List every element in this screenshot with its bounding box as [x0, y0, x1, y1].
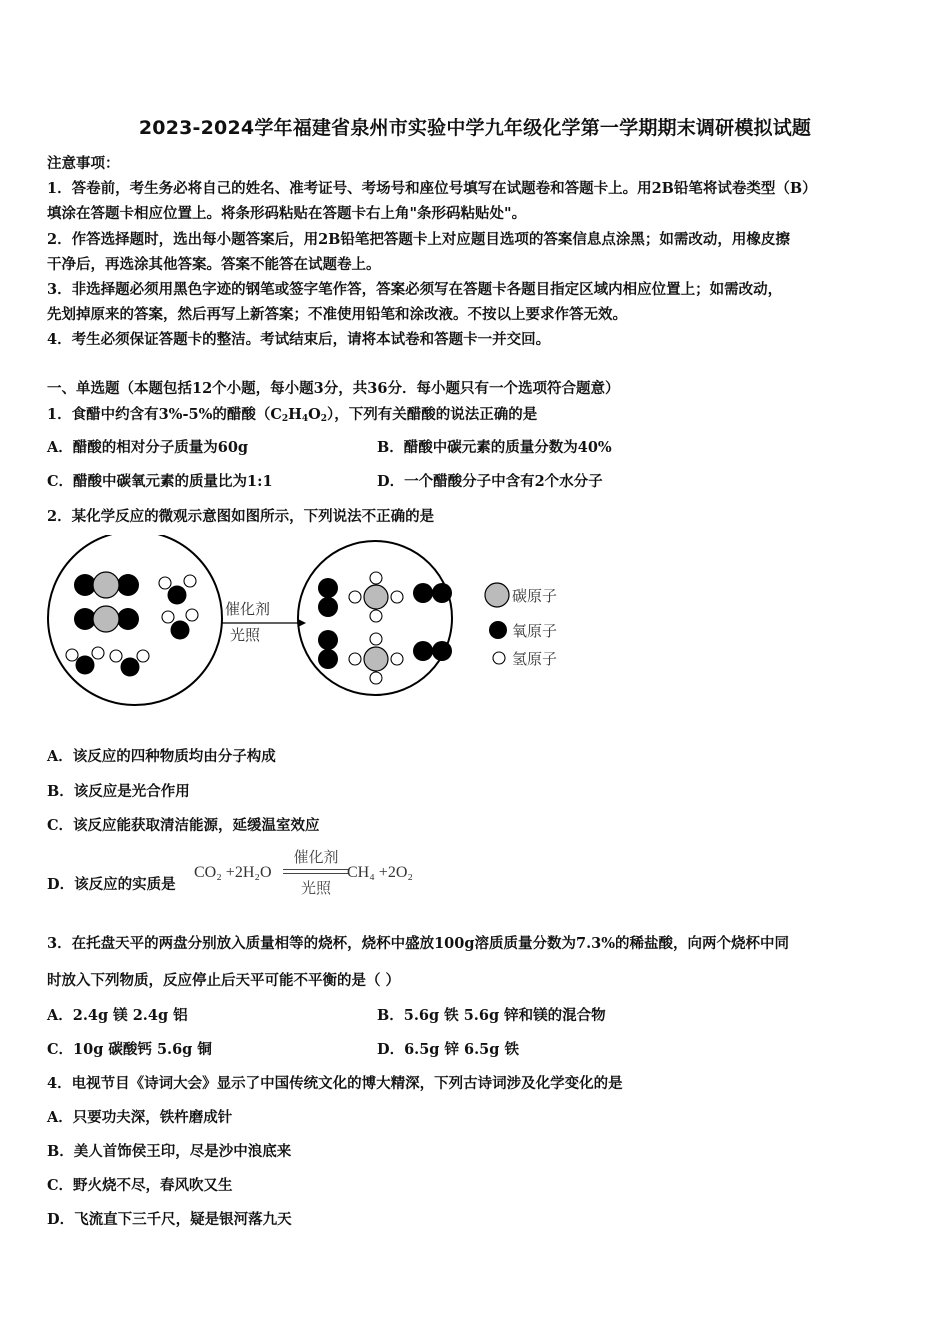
notice-line-3: 2．作答选择题时，选出每小题答案后，用2B铅笔把答题卡上对应题目选项的答案信息点涂黑；如需改动，用橡皮擦: [47, 231, 790, 248]
notice-line-7: 4．考生必须保证答题卡的整洁。考试结束后，请将本试卷和答题卡一并交回。: [47, 331, 551, 348]
h2o-molecule: [159, 575, 196, 605]
ch4-molecule: [349, 572, 403, 622]
q3-stem-line-1: 3．在托盘天平的两盘分别放入质量相等的烧杯，烧杯中盛放100g溶质质量分数为7.3%的稀盐酸，向两个烧杯中同: [47, 935, 789, 952]
h2o-molecule: [162, 609, 198, 640]
equation-condition-bottom: 光照: [300, 879, 331, 897]
q3-option-a: A．2.4g 镁 2.4g 铝: [47, 1007, 188, 1024]
svg-text:碳原子: 碳原子: [512, 587, 558, 605]
q3-option-b: B．5.6g 铁 5.6g 锌和镁的混合物: [377, 1007, 606, 1024]
h2o-molecule: [66, 647, 104, 675]
q3-stem-line-2: 时放入下列物质，反应停止后天平可能不平衡的是（ ）: [47, 972, 401, 989]
q1-option-c: C．醋酸中碳氧元素的质量比为1:1: [47, 473, 273, 490]
h2o-molecule: [110, 650, 149, 677]
q3-option-c: C．10g 碳酸钙 5.6g 铜: [47, 1041, 212, 1058]
page-title: 2023-2024学年福建省泉州市实验中学九年级化学第一学期期末调研模拟试题: [138, 117, 812, 139]
section-heading: 一、单选题（本题包括12个小题，每小题3分，共36分．每小题只有一个选项符合题意）: [47, 380, 620, 397]
equation-condition-top: 催化剂: [293, 848, 339, 866]
q2-option-c: C．该反应能获取清洁能源，延缓温室效应: [47, 817, 320, 834]
notice-line-4: 干净后，再选涂其他答案。答案不能答在试题卷上。: [47, 256, 381, 273]
q2-option-a: A．该反应的四种物质均由分子构成: [47, 748, 276, 765]
q1-stem: 1．食醋中约含有3%-5%的醋酸$(C_2H_4O_2)$，下列有关醋酸的说法正确的是: [47, 406, 538, 424]
notice-line-6: 先划掉原来的答案，然后再写上新答案；不准使用铅笔和涂改液。不按以上要求作答无效。: [47, 306, 627, 323]
q2-option-d-prefix: D．该反应的实质是: [47, 876, 176, 893]
q4-option-c: C．野火烧不尽，春风吹又生: [47, 1177, 233, 1194]
notice-line-1: 1．答卷前，考生务必将自己的姓名、准考证号、考场号和座位号填写在试题卷和答题卡上。用2B铅笔将试卷类型（B）: [47, 180, 817, 197]
co2-molecule: [74, 572, 139, 598]
co2-molecule: [74, 606, 139, 632]
arrow-label-bottom: 光照: [230, 626, 261, 644]
reaction-diagram: [40, 535, 580, 715]
svg-text:氧原子: 氧原子: [512, 622, 558, 640]
q1-option-a: A．醋酸的相对分子质量为60g: [47, 439, 249, 456]
q2-stem: 2．某化学反应的微观示意图如图所示，下列说法不正确的是: [47, 508, 435, 525]
legend-carbon: [485, 583, 557, 607]
q4-option-d: D．飞流直下三千尺，疑是银河落九天: [47, 1211, 292, 1228]
ch4-molecule: [349, 633, 403, 684]
q1-option-d: D．一个醋酸分子中含有2个水分子: [377, 473, 603, 490]
arrow-label-top: 催化剂: [225, 600, 271, 618]
q4-option-b: B．美人首饰侯王印，尽是沙中浪底来: [47, 1143, 292, 1160]
q2-option-b: B．该反应是光合作用: [47, 783, 190, 800]
svg-text:氢原子: 氢原子: [512, 650, 558, 668]
o2-molecule: [413, 583, 452, 603]
notice-line-5: 3．非选择题必须用黑色字迹的钢笔或签字笔作答，答案必须写在答题卡各题目指定区域内相应位置上；如需改动，: [47, 281, 783, 298]
o2-molecule: [318, 578, 338, 617]
legend-oxygen: [489, 621, 557, 640]
equation-conditions: [283, 846, 349, 898]
o2-molecule: [413, 641, 452, 661]
notice-heading: 注意事项：: [47, 155, 120, 172]
legend-hydrogen: [493, 650, 557, 668]
q4-stem: 4．电视节目《诗词大会》显示了中国传统文化的博大精深，下列古诗词涉及化学变化的是: [47, 1075, 623, 1092]
o2-molecule: [318, 630, 338, 669]
q1-option-b: B．醋酸中碳元素的质量分数为40%: [377, 439, 612, 456]
q4-option-a: A．只要功夫深，铁杵磨成针: [47, 1109, 233, 1126]
q3-option-d: D．6.5g 锌 6.5g 铁: [377, 1041, 519, 1058]
equation-left: CO₂ +2H₂O: [194, 864, 272, 881]
equation-right: CH₄ +2O₂: [347, 864, 413, 881]
notice-line-2: 填涂在答题卡相应位置上。将条形码粘贴在答题卡右上角"条形码粘贴处"。: [47, 205, 527, 222]
